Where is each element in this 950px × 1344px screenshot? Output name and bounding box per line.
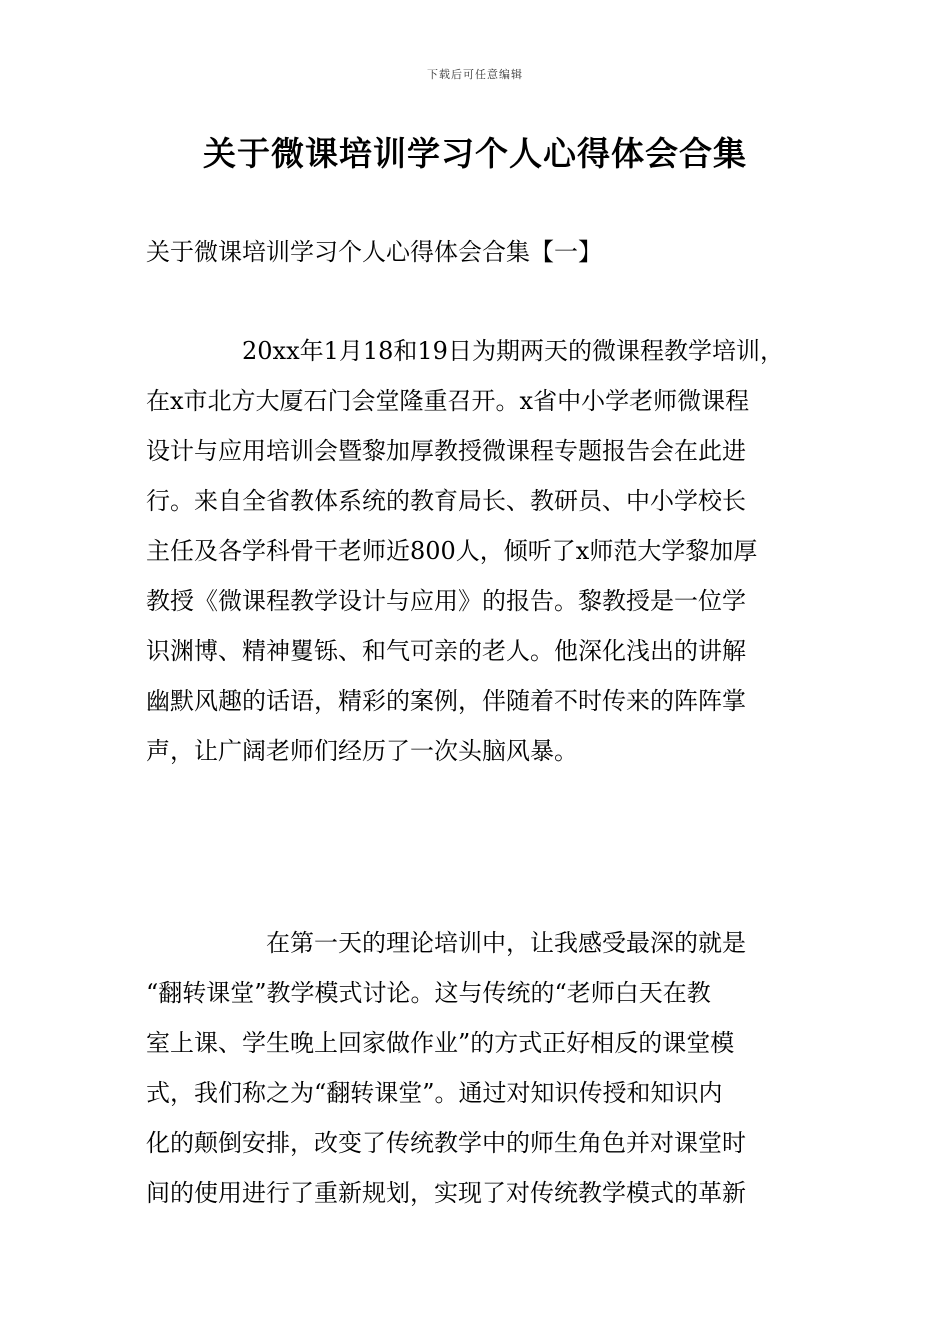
paragraph-line: 式，我们称之为“翻转课堂”。通过对知识传授和知识内 [146, 1079, 723, 1107]
paragraph-line: 声，让广阔老师们经历了一次头脑风暴。 [146, 737, 578, 765]
paragraph-line: 行。来自全省教体系统的教育局长、教研员、中小学校长 [146, 487, 746, 515]
paragraph-2 [146, 918, 816, 1218]
paragraph-line: 主任及各学科骨干老师近800人，倾听了x师范大学黎加厚 [146, 537, 758, 565]
paragraph-line: 幽默风趣的话语，精彩的案例，伴随着不时传来的阵阵掌 [146, 687, 746, 715]
paragraph-line: 教授《微课程教学设计与应用》的报告。黎教授是一位学 [146, 587, 746, 615]
paragraph-line: 室上课、学生晚上回家做作业”的方式正好相反的课堂模 [146, 1029, 735, 1057]
header-note: 下载后可任意编辑 [427, 68, 523, 81]
paragraph-line: 化的颠倒安排，改变了传统教学中的师生角色并对课堂时 [146, 1129, 746, 1157]
paragraph-line: 在第一天的理论培训中，让我感受最深的就是 [146, 929, 746, 957]
paragraph-line: 在x市北方大厦石门会堂隆重召开。x省中小学老师微课程 [146, 387, 750, 415]
paragraph-line: 设计与应用培训会暨黎加厚教授微课程专题报告会在此进 [146, 437, 746, 465]
paragraph-line: “翻转课堂”教学模式讨论。这与传统的“老师白天在教 [146, 979, 711, 1007]
paragraph-line: 20xx年1月18和19日为期两天的微课程教学培训， [146, 337, 784, 365]
paragraph-line: 识渊博、精神矍铄、和气可亲的老人。他深化浅出的讲解 [146, 637, 746, 665]
section-title: 关于微课培训学习个人心得体会合集【一】 [146, 238, 602, 266]
document-title: 关于微课培训学习个人心得体会合集 [203, 134, 747, 173]
paragraph-line: 间的使用进行了重新规划，实现了对传统教学模式的革新 [146, 1179, 746, 1207]
paragraph-1 [146, 326, 816, 776]
